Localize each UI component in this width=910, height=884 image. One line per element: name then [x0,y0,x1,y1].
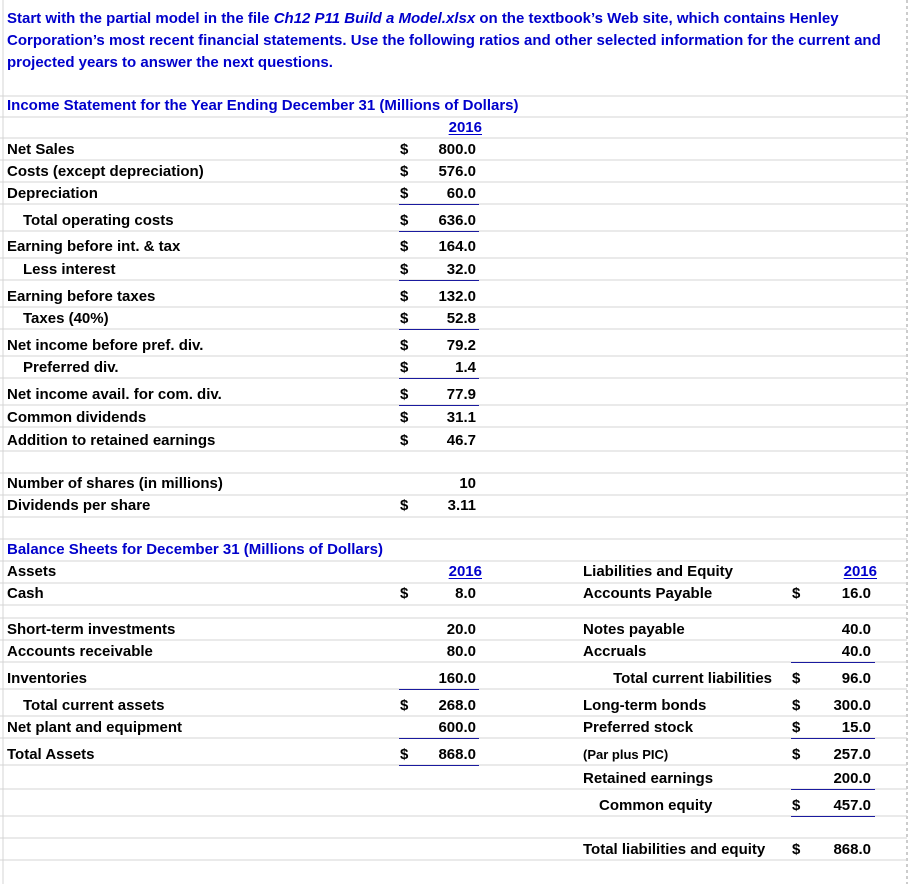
income-row-currency: $ [400,337,409,354]
asset-row-value[interactable]: 600.0 [438,719,476,736]
liability-row-label: Accounts Payable [583,585,713,602]
asset-row-value[interactable]: 268.0 [438,697,476,714]
income-row-label: Taxes (40%) [23,310,109,327]
income-year-header: 2016 [448,119,482,136]
liability-row-value[interactable]: 457.0 [833,797,871,814]
income-row-value[interactable]: 79.2 [446,337,476,354]
asset-row-label: Short-term investments [7,621,176,638]
income-row-label: Net income avail. for com. div. [7,386,222,403]
income-row-label: Net Sales [7,141,75,158]
liability-row-currency: $ [792,670,801,687]
asset-row-label: Net plant and equipment [7,719,183,736]
subtotal-underline [399,378,479,379]
liabilities-year-header: 2016 [843,563,877,580]
liability-row-label: Notes payable [583,621,685,638]
liability-row-label: Common equity [599,797,713,814]
income-row-value[interactable]: 32.0 [446,261,476,278]
liability-row-label: Accruals [583,643,647,660]
income-row-currency: $ [400,386,409,403]
liability-row-value[interactable]: 257.0 [833,746,871,763]
liability-row-value[interactable]: 16.0 [841,585,871,602]
subtotal-underline [399,329,479,330]
income-row-currency: $ [400,163,409,180]
asset-row-value[interactable]: 20.0 [446,621,476,638]
shares-label: Number of shares (in millions) [7,475,223,492]
income-row-label: Common dividends [7,409,147,426]
income-row-currency: $ [400,212,409,229]
income-row-label: Costs (except depreciation) [7,163,204,180]
asset-row-label: Cash [7,585,44,602]
liability-row-value[interactable]: 96.0 [841,670,871,687]
liability-row-value[interactable]: 200.0 [833,770,871,787]
income-row-value[interactable]: 52.8 [446,310,476,327]
liability-row-value[interactable]: 300.0 [833,697,871,714]
subtotal-underline [399,204,479,205]
asset-row-label: Total Assets [7,746,95,763]
liability-row-label: Retained earnings [583,770,714,787]
income-row-value[interactable]: 31.1 [446,409,476,426]
dps-label: Dividends per share [7,497,151,514]
income-row-currency: $ [400,310,409,327]
asset-row-label: Accounts receivable [7,643,153,660]
income-row-value[interactable]: 164.0 [438,238,476,255]
asset-row-label: Inventories [7,670,88,687]
subtotal-underline [791,662,875,663]
assets-header: Assets [7,563,57,580]
income-row-label: Depreciation [7,185,98,202]
liability-row-currency: $ [792,841,801,858]
income-row-value[interactable]: 77.9 [446,386,476,403]
subtotal-underline [399,405,479,406]
liabilities-header: Liabilities and Equity [583,563,734,580]
income-row-label: Total operating costs [23,212,174,229]
liability-row-currency: $ [792,697,801,714]
subtotal-underline [791,789,875,790]
asset-row-label: Total current assets [23,697,165,714]
intro-paragraph [7,8,887,74]
assets-year-header: 2016 [448,563,482,580]
subtotal-underline [791,816,875,817]
income-row-label: Net income before pref. div. [7,337,204,354]
liability-row-label: Long-term bonds [583,697,707,714]
subtotal-underline [399,765,479,766]
subtotal-underline [399,280,479,281]
asset-row-currency: $ [400,585,409,602]
subtotal-underline [399,689,479,690]
liability-row-value[interactable]: 40.0 [841,621,871,638]
subtotal-underline [399,738,479,739]
balance-sheet-title: Balance Sheets for December 31 (Millions of Dollars) [7,541,383,558]
income-statement-title: Income Statement for the Year Ending December 31 (Millions of Dollars) [7,97,519,114]
income-row-currency: $ [400,238,409,255]
income-row-currency: $ [400,261,409,278]
income-row-value[interactable]: 1.4 [455,359,476,376]
shares-value[interactable]: 10 [459,475,476,492]
intro-text-1: Start with the partial model in the file [7,10,274,27]
asset-row-value[interactable]: 80.0 [446,643,476,660]
liability-row-currency: $ [792,746,801,763]
income-row-label: Earning before int. & tax [7,238,181,255]
income-row-value[interactable]: 576.0 [438,163,476,180]
income-row-label: Less interest [23,261,116,278]
asset-row-value[interactable]: 868.0 [438,746,476,763]
liability-row-currency: $ [792,585,801,602]
income-row-currency: $ [400,288,409,305]
liability-row-currency: $ [792,797,801,814]
subtotal-underline [399,231,479,232]
liability-row-value[interactable]: 40.0 [841,643,871,660]
liability-row-label: (Par plus PIC) [583,747,669,762]
intro-text-2: on the textbook’s Web site, which contains Henley Corporation’s most recent financial statements. Use the following ratios and other selected information for the current and projected years to answer the next questions. [7,10,881,71]
income-row-value[interactable]: 60.0 [446,185,476,202]
asset-row-currency: $ [400,746,409,763]
income-row-currency: $ [400,409,409,426]
income-row-value[interactable]: 46.7 [446,432,476,449]
liability-row-value[interactable]: 15.0 [841,719,871,736]
income-row-label: Addition to retained earnings [7,432,216,449]
liability-row-value[interactable]: 868.0 [833,841,871,858]
income-row-label: Preferred div. [23,359,119,376]
income-row-currency: $ [400,432,409,449]
income-row-value[interactable]: 132.0 [438,288,476,305]
income-row-value[interactable]: 800.0 [438,141,476,158]
income-row-currency: $ [400,359,409,376]
dps-value[interactable]: 3.11 [447,497,476,514]
liability-row-label: Total current liabilities [613,670,772,687]
dps-currency: $ [400,497,409,514]
intro-file-name: Ch12 P11 Build a Model.xlsx [273,10,476,27]
liability-row-label: Preferred stock [583,719,694,736]
asset-row-value[interactable]: 8.0 [455,585,476,602]
asset-row-currency: $ [400,697,409,714]
asset-row-value[interactable]: 160.0 [438,670,476,687]
liability-row-currency: $ [792,719,801,736]
income-row-label: Earning before taxes [7,288,156,305]
subtotal-underline [791,738,875,739]
income-row-value[interactable]: 636.0 [438,212,476,229]
liability-row-label: Total liabilities and equity [583,841,766,858]
income-row-currency: $ [400,141,409,158]
income-row-currency: $ [400,185,409,202]
